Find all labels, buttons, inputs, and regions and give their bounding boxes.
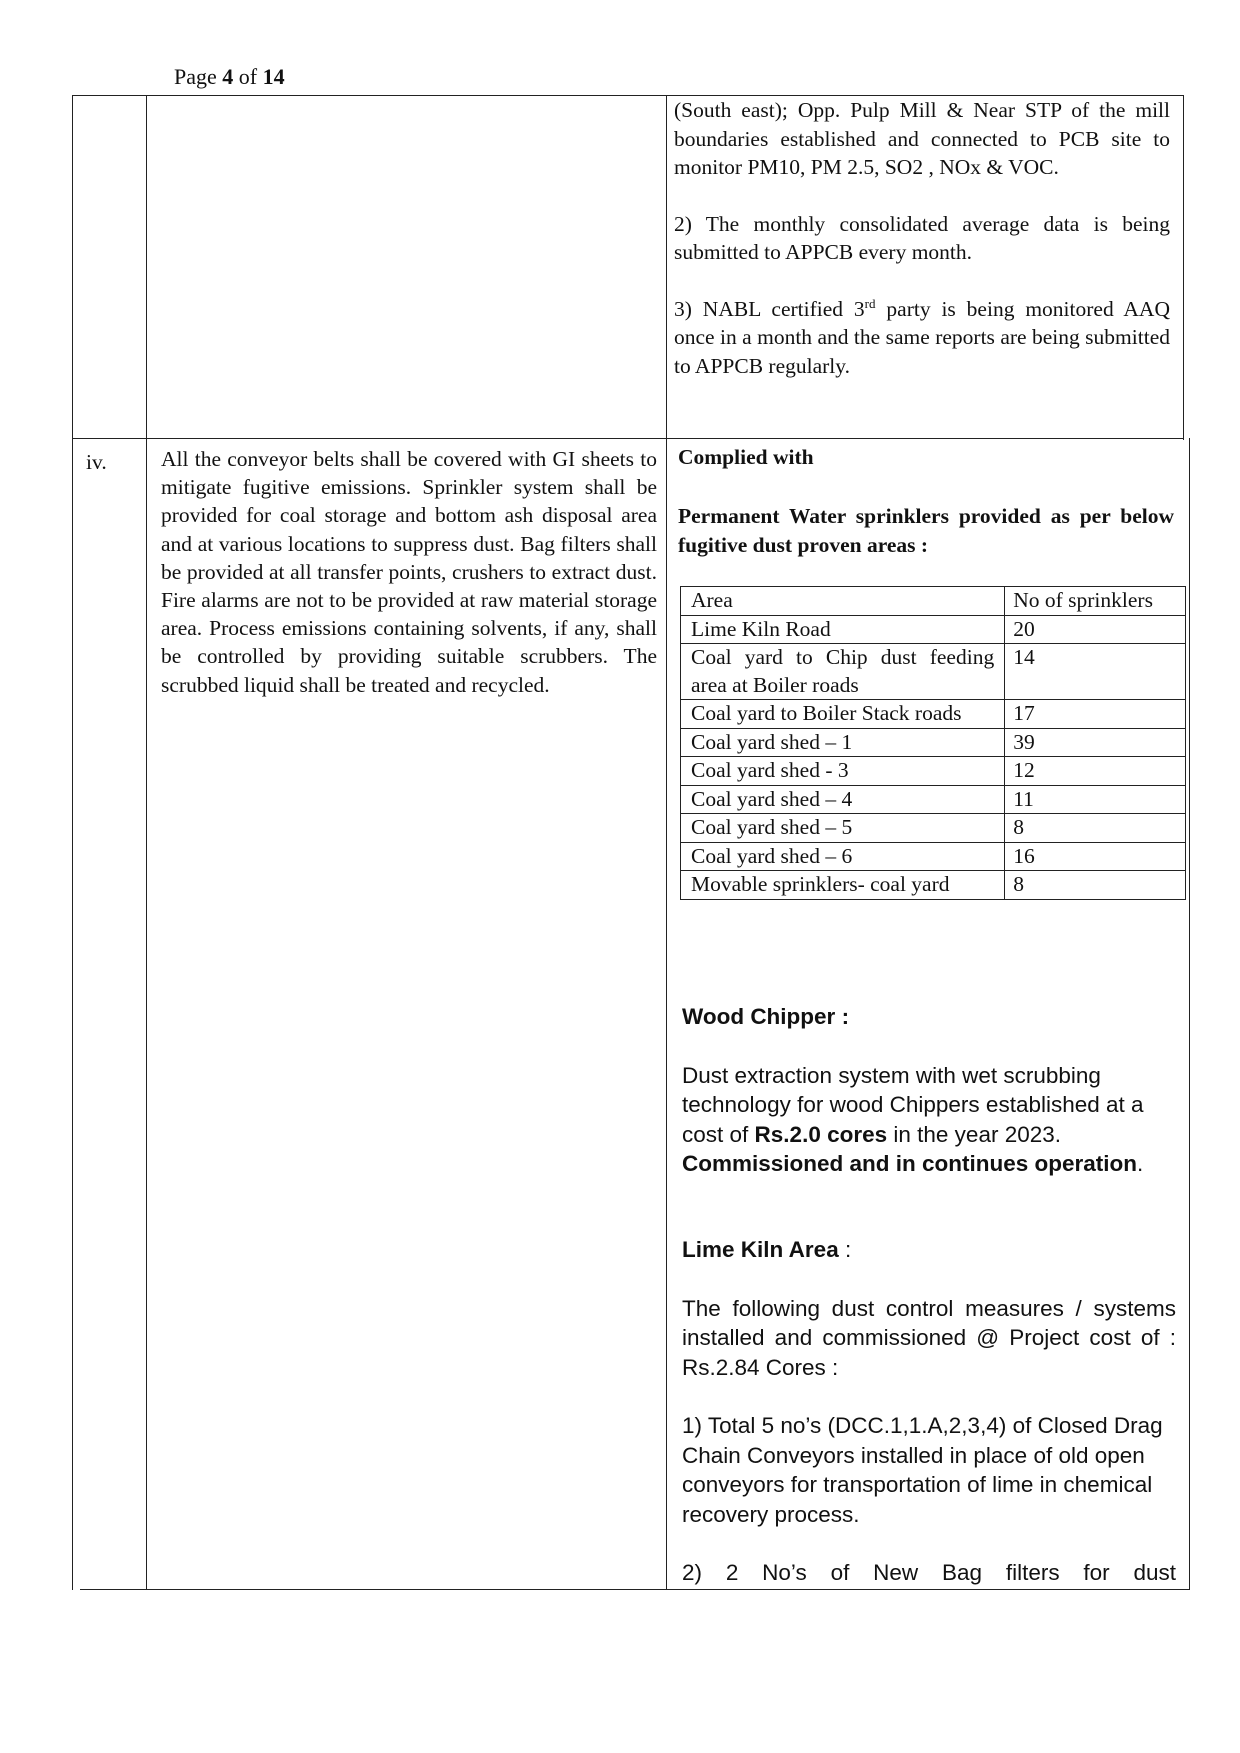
wood-chipper-section xyxy=(682,1002,1176,1179)
lime-kiln-heading: Lime Kiln Area xyxy=(682,1237,839,1262)
row1-compliance-cell xyxy=(674,96,1170,380)
table-row xyxy=(681,757,1186,786)
header-area: Area xyxy=(681,587,1005,616)
table-row xyxy=(681,842,1186,871)
count-cell: 8 xyxy=(1005,871,1186,900)
paragraph-text: party is being monitored AAQ once in a month and the same reports are being submitted to APPCB regularly. xyxy=(674,296,1170,378)
text-span: : xyxy=(838,1237,852,1262)
lime-kiln-item-2: 2) 2 No’s of New Bag filters for dust xyxy=(682,1560,1176,1585)
lime-kiln-intro: The following dust control measures / systems installed and commissioned @ Project cost of : Rs.2.84 Cores : xyxy=(682,1295,1176,1380)
table-row xyxy=(681,644,1186,700)
area-cell: Movable sprinklers- coal yard xyxy=(681,871,1005,900)
count-cell: 16 xyxy=(1005,842,1186,871)
sprinkler-table xyxy=(680,586,1186,900)
condition-text: All the conveyor belts shall be covered with GI sheets to mitigate fugitive emissions. Sprinkler system shall be provided for coal storage and bottom ash disposal area and at various locations to suppress dust. Bag filters shall be provided at all transfer points, crushers to extract dust. Fire alarms are not to be provided at raw material storage area. Process emissions containing solvents, if any, shall be controlled by providing suitable scrubbers. The scrubbed liquid shall be treated and recycled. xyxy=(161,447,657,697)
text-span: in the year 2023. xyxy=(887,1121,1062,1147)
area-cell: Coal yard to Boiler Stack roads xyxy=(681,700,1005,729)
table-right-border-lower xyxy=(1189,438,1190,1590)
lime-kiln-item-1: 1) Total 5 no’s (DCC.1,1.A,2,3,4) of Closed Drag Chain Conveyors installed in place of old open conveyors for transportation of lime in chemical recovery process. xyxy=(682,1413,1163,1527)
header-count: No of sprinklers xyxy=(1005,587,1186,616)
superscript: rd xyxy=(864,295,876,311)
table-row xyxy=(681,785,1186,814)
row-number: iv. xyxy=(86,450,107,474)
cost-bold: Rs.2.0 cores xyxy=(754,1121,888,1147)
permanent-sprinklers-text: Permanent Water sprinklers provided as per below fugitive dust proven areas : xyxy=(678,504,1174,557)
count-cell: 39 xyxy=(1005,728,1186,757)
paragraph-text: 3) NABL certified 3 xyxy=(674,296,865,321)
column-divider-1 xyxy=(146,95,147,1590)
table-left-border xyxy=(72,95,73,1590)
count-cell: 20 xyxy=(1005,615,1186,644)
table-row xyxy=(681,615,1186,644)
wood-chipper-heading: Wood Chipper : xyxy=(682,1004,850,1029)
table-row xyxy=(681,814,1186,843)
area-cell: Coal yard shed - 3 xyxy=(681,757,1005,786)
count-cell: 12 xyxy=(1005,757,1186,786)
count-cell: 14 xyxy=(1005,644,1186,700)
table-right-border xyxy=(1183,95,1184,440)
page-total: 14 xyxy=(262,64,285,89)
compliance-paragraph: (South east); Opp. Pulp Mill & Near STP of the mill boundaries established and connected to PCB site to monitor PM10, PM 2.5, SO2 , NOx & VOC. xyxy=(674,98,1170,179)
count-cell: 17 xyxy=(1005,700,1186,729)
column-divider-2 xyxy=(666,95,667,1590)
text-span: Dust extraction system with wet scrubbing technology for wood Chippers established at a cost of xyxy=(682,1062,1144,1147)
lime-kiln-section xyxy=(682,1235,1176,1588)
table-row xyxy=(681,871,1186,900)
compliance-paragraph: 2) The monthly consolidated average data is being submitted to APPCB every month. xyxy=(674,211,1170,264)
area-cell: Coal yard to Chip dust feeding area at Boiler roads xyxy=(681,644,1005,700)
complied-label: Complied with xyxy=(678,445,814,469)
area-cell: Coal yard shed – 6 xyxy=(681,842,1005,871)
wood-chipper-text xyxy=(682,1061,1176,1179)
area-cell: Coal yard shed – 1 xyxy=(681,728,1005,757)
page-number-header xyxy=(174,64,285,90)
status-bold: Commissioned and in continues operation xyxy=(682,1151,1138,1176)
compliance-paragraph xyxy=(674,295,1170,381)
page-prefix: Page xyxy=(174,64,217,89)
area-cell: Coal yard shed – 4 xyxy=(681,785,1005,814)
table-row xyxy=(681,728,1186,757)
table-bottom-border xyxy=(80,1589,1190,1590)
table-row xyxy=(681,700,1186,729)
lime-kiln-heading-line xyxy=(682,1235,1176,1265)
table-header-row xyxy=(681,587,1186,616)
row-divider xyxy=(72,438,1184,439)
area-cell: Lime Kiln Road xyxy=(681,615,1005,644)
count-cell: 11 xyxy=(1005,785,1186,814)
text-span: . xyxy=(1137,1151,1144,1176)
page-of: of xyxy=(238,64,258,89)
page-current: 4 xyxy=(222,64,234,89)
area-cell: Coal yard shed – 5 xyxy=(681,814,1005,843)
count-cell: 8 xyxy=(1005,814,1186,843)
